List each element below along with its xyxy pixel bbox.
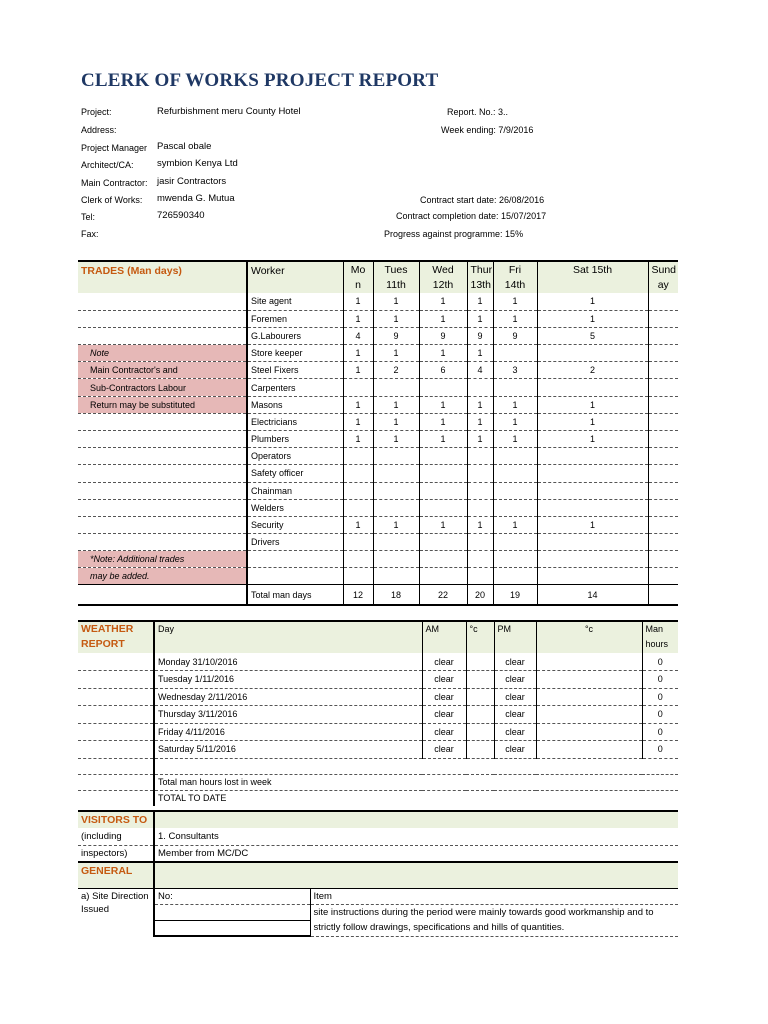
pm-temp-header: °c <box>536 621 642 653</box>
man-days-value: 1 <box>467 345 493 362</box>
pm-temp <box>536 741 642 759</box>
total-man-days-value: 12 <box>343 585 373 605</box>
man-days-value <box>493 379 537 396</box>
pm-value: Pascal obale <box>157 141 212 152</box>
day-header-line-2: 13th <box>470 279 491 291</box>
day-header-line-1: Fri <box>508 264 522 276</box>
man-days-value <box>648 345 678 362</box>
no-value-2 <box>154 920 310 936</box>
trades-note <box>78 465 247 482</box>
man-days-value <box>648 396 678 413</box>
pm-condition: clear <box>494 653 536 671</box>
worker-name: Steel Fixers <box>247 362 343 379</box>
site-direction-label-2: Issued <box>81 904 109 915</box>
man-hours-value: 0 <box>642 688 678 706</box>
man-days-value <box>343 482 373 499</box>
contractor-value: jasir Contractors <box>157 176 227 187</box>
worker-name: Site agent <box>247 293 343 310</box>
man-days-value <box>373 448 419 465</box>
contract-start-date: Contract start date: 26/08/2016 <box>420 195 545 205</box>
man-days-value: 9 <box>419 327 467 344</box>
trades-note: Sub-Contractors Labour <box>78 379 247 396</box>
am-condition: clear <box>422 741 466 759</box>
weather-day: Saturday 5/11/2016 <box>154 741 422 759</box>
visitors-left-1: (including <box>78 828 154 845</box>
visitors-header-cell <box>154 811 678 828</box>
am-temp <box>466 671 494 689</box>
man-days-value: 1 <box>467 396 493 413</box>
man-days-value <box>419 534 467 551</box>
trades-note <box>78 413 247 430</box>
man-days-value: 1 <box>493 413 537 430</box>
worker-name: Welders <box>247 499 343 516</box>
man-days-value <box>419 379 467 396</box>
man-days-value <box>343 499 373 516</box>
man-days-value <box>373 534 419 551</box>
trades-note <box>78 310 247 327</box>
worker-name: Electricians <box>247 413 343 430</box>
man-days-value: 1 <box>419 345 467 362</box>
man-days-value: 4 <box>467 362 493 379</box>
week-ending: Week ending: 7/9/2016 <box>441 125 534 135</box>
trades-note: may be added. <box>78 568 247 585</box>
report-title: CLERK OF WORKS PROJECT REPORT <box>81 70 439 91</box>
worker-name: Chainman <box>247 482 343 499</box>
man-days-value <box>419 551 467 568</box>
pm-temp <box>536 723 642 741</box>
man-days-value: 1 <box>343 362 373 379</box>
man-hours-header-line-1: Man <box>645 624 664 634</box>
weather-title-line-1: WEATHER <box>81 623 134 635</box>
man-days-value: 4 <box>343 327 373 344</box>
man-days-value: 9 <box>493 327 537 344</box>
man-days-value: 1 <box>373 516 419 533</box>
man-days-value: 1 <box>467 310 493 327</box>
man-hours-value: 0 <box>642 706 678 724</box>
trades-note: *Note: Additional trades <box>78 551 247 568</box>
man-hours-header-line-2: hours <box>645 639 669 649</box>
man-days-value: 1 <box>343 293 373 310</box>
man-days-value: 1 <box>343 516 373 533</box>
trades-title: TRADES (Man days) <box>78 261 247 293</box>
fax-label: Fax: <box>81 229 99 239</box>
pm-condition: clear <box>494 688 536 706</box>
progress-against-programme: Progress against programme: 15% <box>384 229 524 239</box>
worker-name: Drivers <box>247 534 343 551</box>
total-to-date-label: TOTAL TO DATE <box>154 790 678 806</box>
man-days-value: 1 <box>493 431 537 448</box>
worker-name: Security <box>247 516 343 533</box>
man-days-value: 1 <box>467 516 493 533</box>
day-header-line-1: Thur <box>470 264 493 276</box>
man-days-value <box>537 482 648 499</box>
man-days-value: 1 <box>419 413 467 430</box>
man-days-value: 1 <box>493 516 537 533</box>
man-days-value: 1 <box>419 431 467 448</box>
man-days-value <box>467 465 493 482</box>
am-condition: clear <box>422 653 466 671</box>
man-days-value <box>493 465 537 482</box>
worker-name <box>247 568 343 585</box>
day-header-line-2: 11th <box>386 279 406 291</box>
site-direction-label-1: a) Site Direction <box>78 888 154 904</box>
weather-left-blank <box>78 653 154 671</box>
man-hours-value: 0 <box>642 671 678 689</box>
man-days-value: 9 <box>467 327 493 344</box>
man-days-value <box>373 482 419 499</box>
weather-left-blank <box>78 741 154 759</box>
day-header <box>537 261 648 293</box>
man-hours-header <box>642 621 678 653</box>
man-days-value <box>343 465 373 482</box>
day-header <box>343 261 373 293</box>
man-days-value <box>467 482 493 499</box>
man-days-value <box>467 448 493 465</box>
am-temp <box>466 706 494 724</box>
man-days-value <box>537 534 648 551</box>
trades-note: Return may be substituted <box>78 396 247 413</box>
man-days-value: 1 <box>467 413 493 430</box>
trades-note <box>78 516 247 533</box>
general-title: GENERAL <box>78 862 154 888</box>
weather-day: Thursday 3/11/2016 <box>154 706 422 724</box>
day-header <box>467 261 493 293</box>
no-value <box>154 904 310 920</box>
am-condition: clear <box>422 706 466 724</box>
total-man-days-label: Total man days <box>247 585 343 605</box>
visitors-title: VISITORS TO <box>78 811 154 828</box>
man-days-value: 1 <box>537 431 648 448</box>
weather-blank-cell <box>154 758 678 774</box>
weather-left-blank <box>78 706 154 724</box>
day-header <box>493 261 537 293</box>
day-header-line-1: Sat 15th <box>572 264 613 276</box>
man-days-value <box>419 568 467 585</box>
man-days-value <box>648 482 678 499</box>
man-days-value: 1 <box>343 310 373 327</box>
am-temp <box>466 723 494 741</box>
trades-note <box>78 327 247 344</box>
man-days-value <box>648 516 678 533</box>
man-days-value <box>419 482 467 499</box>
worker-name: Plumbers <box>247 431 343 448</box>
man-days-value <box>648 431 678 448</box>
man-days-value <box>648 379 678 396</box>
arch-label: Architect/CA: <box>81 160 134 170</box>
man-days-value: 1 <box>467 431 493 448</box>
man-days-value: 1 <box>343 396 373 413</box>
report-number: Report. No.: 3.. <box>447 107 509 117</box>
weather-left-blank <box>78 723 154 741</box>
pm-condition: clear <box>494 671 536 689</box>
day-header-line-1: Tues <box>384 264 408 276</box>
man-hours-value: 0 <box>642 653 678 671</box>
man-days-value: 3 <box>493 362 537 379</box>
man-days-value: 1 <box>373 413 419 430</box>
am-header: AM <box>422 621 466 653</box>
man-days-value <box>648 465 678 482</box>
man-days-value <box>537 499 648 516</box>
clerk-label: Clerk of Works: <box>81 195 143 205</box>
trades-note: Main Contractor's and <box>78 362 247 379</box>
general-header-cell <box>154 862 678 888</box>
weather-left-blank <box>78 671 154 689</box>
man-days-value <box>467 551 493 568</box>
man-days-value <box>648 499 678 516</box>
visitor-item-2: Member from MC/DC <box>154 845 678 862</box>
man-days-value <box>648 327 678 344</box>
am-condition: clear <box>422 671 466 689</box>
man-days-value: 1 <box>537 396 648 413</box>
clerk-value: mwenda G. Mutua <box>157 193 235 204</box>
pm-temp <box>536 671 642 689</box>
man-days-value <box>343 379 373 396</box>
man-days-value: 6 <box>419 362 467 379</box>
man-days-value <box>537 448 648 465</box>
day-header: Day <box>154 621 422 653</box>
man-days-value: 1 <box>537 413 648 430</box>
contractor-label: Main Contractor: <box>81 178 148 188</box>
man-days-value: 1 <box>419 293 467 310</box>
day-header <box>373 261 419 293</box>
worker-name: Foremen <box>247 310 343 327</box>
man-days-value: 1 <box>343 431 373 448</box>
worker-name <box>247 551 343 568</box>
worker-name: Store keeper <box>247 345 343 362</box>
worker-name: G.Labourers <box>247 327 343 344</box>
weather-blank <box>78 758 154 774</box>
man-days-value <box>493 482 537 499</box>
weather-day: Wednesday 2/11/2016 <box>154 688 422 706</box>
pm-header: PM <box>494 621 536 653</box>
worker-name: Carpenters <box>247 379 343 396</box>
total-man-days-value: 22 <box>419 585 467 605</box>
man-days-value <box>467 534 493 551</box>
man-hours-lost-label: Total man hours lost in week <box>154 774 678 790</box>
man-days-value <box>373 551 419 568</box>
pm-label: Project Manager <box>81 143 148 153</box>
man-hours-value: 0 <box>642 723 678 741</box>
man-days-value: 1 <box>373 345 419 362</box>
man-days-value <box>467 568 493 585</box>
total-blank <box>78 585 247 605</box>
am-condition: clear <box>422 688 466 706</box>
man-days-value <box>537 465 648 482</box>
man-days-value <box>493 448 537 465</box>
pm-temp <box>536 653 642 671</box>
man-days-value <box>419 465 467 482</box>
weather-day: Tuesday 1/11/2016 <box>154 671 422 689</box>
man-days-value: 1 <box>373 431 419 448</box>
man-days-value <box>343 551 373 568</box>
weather-lost-blank <box>78 774 154 790</box>
worker-name: Operators <box>247 448 343 465</box>
man-days-value: 1 <box>419 396 467 413</box>
man-days-value: 1 <box>419 310 467 327</box>
man-days-value <box>373 465 419 482</box>
man-days-value: 9 <box>373 327 419 344</box>
am-temp <box>466 688 494 706</box>
weather-table <box>78 620 678 806</box>
day-header-line-2: 14th <box>504 279 526 291</box>
contract-completion-date: Contract completion date: 15/07/2017 <box>396 211 547 221</box>
visitors-general-table <box>78 810 678 937</box>
project-label: Project: <box>81 107 112 117</box>
man-hours-value: 0 <box>642 741 678 759</box>
man-days-value <box>493 551 537 568</box>
man-days-value: 1 <box>493 293 537 310</box>
total-man-days-value: 19 <box>493 585 537 605</box>
trades-note <box>78 431 247 448</box>
trades-note <box>78 482 247 499</box>
no-label: No: <box>154 888 310 904</box>
man-days-value <box>537 379 648 396</box>
item-text-2: strictly follow drawings, specifications and hills of quantities. <box>310 920 678 936</box>
man-days-value: 1 <box>537 310 648 327</box>
tel-value: 726590340 <box>157 210 205 221</box>
man-days-value: 1 <box>537 293 648 310</box>
total-man-days-value: 14 <box>537 585 648 605</box>
trades-note <box>78 534 247 551</box>
man-days-value <box>493 499 537 516</box>
man-days-value: 1 <box>343 345 373 362</box>
man-days-value: 1 <box>537 516 648 533</box>
total-man-days-value <box>648 585 678 605</box>
worker-name: Safety officer <box>247 465 343 482</box>
pm-temp <box>536 706 642 724</box>
day-header <box>648 261 678 293</box>
man-days-value <box>467 499 493 516</box>
visitors-left-2: inspectors) <box>78 845 154 862</box>
day-header <box>419 261 467 293</box>
man-days-value: 1 <box>343 413 373 430</box>
man-days-value <box>493 568 537 585</box>
am-temp-header: °c <box>466 621 494 653</box>
man-days-value: 2 <box>373 362 419 379</box>
trades-note <box>78 448 247 465</box>
address-label: Address: <box>81 125 117 135</box>
weather-todate-blank <box>78 790 154 806</box>
man-days-value <box>648 534 678 551</box>
total-man-days-value: 18 <box>373 585 419 605</box>
day-header-line-1: Mo <box>350 264 366 276</box>
man-days-value <box>419 499 467 516</box>
am-temp <box>466 653 494 671</box>
man-days-value: 1 <box>373 396 419 413</box>
weather-title-line-2: REPORT <box>81 638 125 650</box>
man-days-value <box>343 448 373 465</box>
pm-condition: clear <box>494 741 536 759</box>
man-days-value: 2 <box>537 362 648 379</box>
man-days-value <box>648 568 678 585</box>
total-man-days-value: 20 <box>467 585 493 605</box>
day-header-line-1: Sund <box>651 264 677 276</box>
man-days-value <box>648 413 678 430</box>
man-days-value <box>419 448 467 465</box>
man-days-value <box>537 345 648 362</box>
tel-label: Tel: <box>81 212 96 222</box>
man-days-value <box>648 551 678 568</box>
man-days-value <box>648 293 678 310</box>
man-days-value <box>373 499 419 516</box>
man-days-value: 1 <box>373 293 419 310</box>
day-header-line-2: n <box>355 279 361 291</box>
man-days-value <box>467 379 493 396</box>
man-days-value <box>343 568 373 585</box>
man-days-value: 1 <box>467 293 493 310</box>
man-days-value <box>493 345 537 362</box>
am-temp <box>466 741 494 759</box>
day-header-line-2: 12th <box>432 279 454 291</box>
man-days-value <box>493 534 537 551</box>
weather-day: Friday 4/11/2016 <box>154 723 422 741</box>
man-days-value: 1 <box>493 310 537 327</box>
man-days-value <box>373 568 419 585</box>
man-days-value: 5 <box>537 327 648 344</box>
arch-value: symbion Kenya Ltd <box>157 158 238 169</box>
worker-name: Masons <box>247 396 343 413</box>
day-header-line-1: Wed <box>432 264 454 276</box>
man-days-value <box>648 448 678 465</box>
man-days-value <box>343 534 373 551</box>
weather-left-blank <box>78 688 154 706</box>
man-days-value <box>537 568 648 585</box>
project-value: Refurbishment meru County Hotel <box>157 106 301 117</box>
pm-condition: clear <box>494 706 536 724</box>
man-days-value <box>648 362 678 379</box>
site-direction-blank <box>78 920 154 936</box>
am-condition: clear <box>422 723 466 741</box>
weather-day: Monday 31/10/2016 <box>154 653 422 671</box>
man-days-value: 1 <box>419 516 467 533</box>
worker-header: Worker <box>247 261 343 293</box>
man-days-value: 1 <box>373 310 419 327</box>
visitor-item-1: 1. Consultants <box>154 828 678 845</box>
trades-table <box>78 260 678 606</box>
trades-note: Note <box>78 345 247 362</box>
man-days-value <box>537 551 648 568</box>
day-header-line-2: ay <box>657 279 669 291</box>
item-text-1: site instructions during the period were mainly towards good workmanship and to <box>310 904 678 920</box>
item-label: Item <box>310 888 678 904</box>
man-days-value <box>648 310 678 327</box>
man-days-value: 1 <box>493 396 537 413</box>
trades-note <box>78 499 247 516</box>
weather-title <box>78 621 154 653</box>
man-days-value <box>373 379 419 396</box>
trades-note <box>78 293 247 310</box>
pm-condition: clear <box>494 723 536 741</box>
pm-temp <box>536 688 642 706</box>
